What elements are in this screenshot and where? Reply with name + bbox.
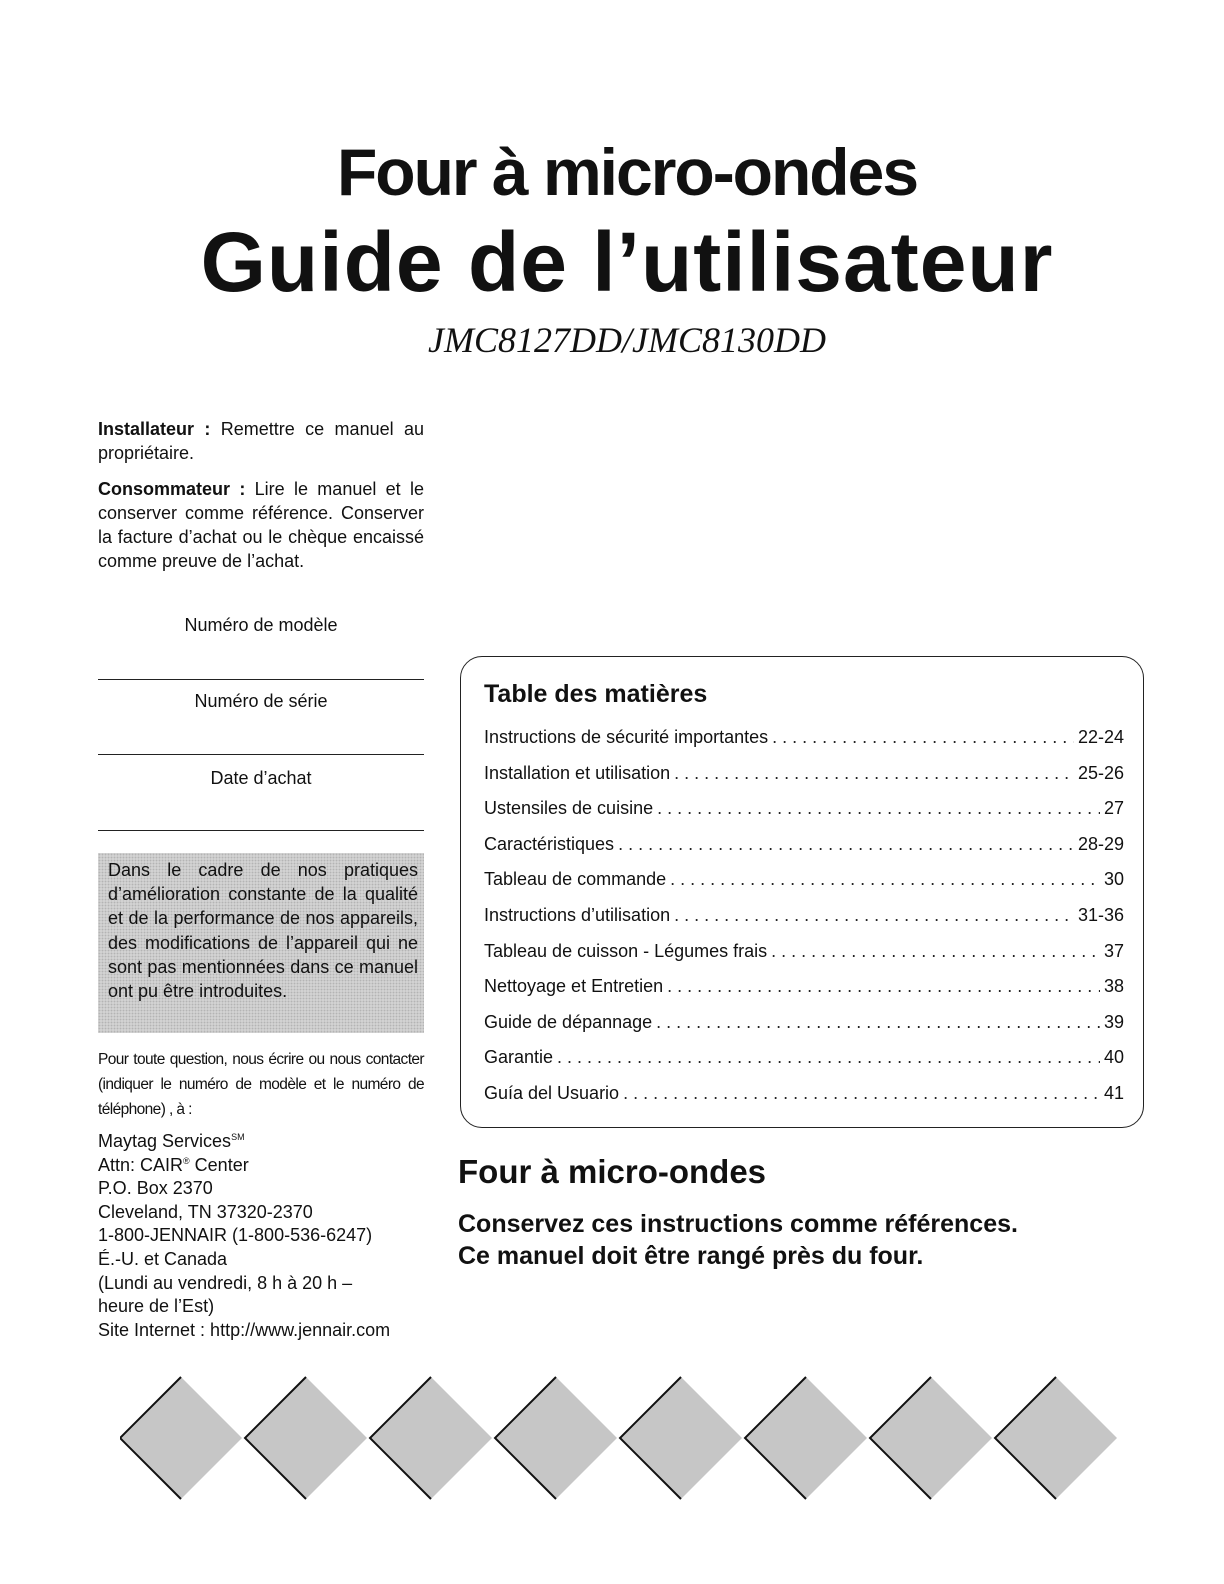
keep-instructions-line: Conservez ces instructions comme références. bbox=[458, 1210, 1018, 1238]
serial-number-line bbox=[98, 754, 424, 755]
toc-leader-dots bbox=[771, 934, 1100, 970]
toc-leader-dots bbox=[674, 898, 1074, 934]
installer-text: Remettre ce manuel au propriétaire. bbox=[98, 419, 424, 463]
toc-leader-dots bbox=[657, 791, 1100, 827]
address-region: É.-U. et Canada bbox=[98, 1248, 228, 1269]
serial-number-label: Numéro de série bbox=[194, 691, 328, 711]
toc-leader-dots bbox=[623, 1076, 1100, 1112]
toc-entry-pages: 22-24 bbox=[1077, 727, 1124, 747]
toc-entry-label: Tableau de commande bbox=[484, 869, 667, 890]
toc-entry-label: Guide de dépannage bbox=[484, 1011, 653, 1032]
toc-entry bbox=[484, 1076, 1124, 1112]
toc-entry-label: Tableau de cuisson - Légumes frais bbox=[484, 940, 768, 961]
purchase-date-line bbox=[98, 830, 424, 831]
registered-mark: ® bbox=[183, 1155, 190, 1166]
toc-entry bbox=[484, 862, 1124, 898]
toc-entry-label: Instructions de sécurité importantes bbox=[484, 727, 769, 747]
toc-entry bbox=[484, 969, 1124, 1005]
toc-entry-pages: 25-26 bbox=[1077, 762, 1124, 783]
toc-leader-dots bbox=[557, 1040, 1100, 1076]
store-manual-line: Ce manuel doit être rangé près du four. bbox=[458, 1242, 924, 1270]
toc-entry bbox=[484, 1005, 1124, 1041]
address-attn: Attn: CAIR® Center bbox=[98, 1154, 249, 1175]
toc-entry-pages: 39 bbox=[1103, 1011, 1124, 1032]
diamond-decoration bbox=[120, 1374, 1124, 1502]
installer-label: Installateur : bbox=[98, 419, 211, 439]
toc-entry-pages: 30 bbox=[1103, 869, 1124, 890]
consumer-label: Consommateur : bbox=[98, 479, 246, 499]
toc-entry bbox=[484, 720, 1124, 756]
toc-entry-label: Instructions d’utilisation bbox=[484, 904, 671, 925]
toc-entry bbox=[484, 827, 1124, 863]
toc-entry-pages: 37 bbox=[1103, 940, 1124, 961]
purchase-date-label: Date d’achat bbox=[210, 768, 312, 788]
section-heading: Four à micro-ondes bbox=[458, 1153, 767, 1190]
diamond-shape bbox=[495, 1377, 617, 1499]
diamond-shape bbox=[245, 1377, 367, 1499]
toc-entry-label: Installation et utilisation bbox=[484, 762, 671, 783]
toc-title: Table des matières bbox=[484, 680, 708, 708]
toc-leader-dots bbox=[674, 756, 1074, 792]
diamond-shape bbox=[120, 1377, 242, 1499]
toc-entry-label: Guía del Usuario bbox=[484, 1082, 620, 1103]
toc-entry bbox=[484, 1040, 1124, 1076]
toc-leader-dots bbox=[667, 969, 1100, 1005]
service-mark: SM bbox=[231, 1132, 245, 1142]
toc-entry-pages: 31-36 bbox=[1077, 904, 1124, 925]
toc-entry-pages: 38 bbox=[1103, 976, 1124, 997]
consumer-paragraph bbox=[98, 477, 424, 573]
page-title: Four à micro-ondes bbox=[336, 135, 918, 209]
consumer-text: Lire le manuel et le conserver comme référence. Conserver la facture d’achat ou le chèque encaissé comme preuve de l’achat. bbox=[98, 479, 424, 571]
contact-address bbox=[98, 1130, 438, 1342]
toc-list bbox=[484, 720, 1124, 1112]
toc-entry-label: Ustensiles de cuisine bbox=[484, 798, 654, 819]
address-website: Site Internet : http://www.jennair.com bbox=[98, 1319, 391, 1340]
address-phone: 1-800-JENNAIR (1-800-536-6247) bbox=[98, 1225, 373, 1246]
toc-leader-dots bbox=[618, 827, 1074, 863]
improvement-notice: Dans le cadre de nos pratiques d’amélioration constante de la qualité et de la performance de nos appareils, des modifications de l’appareil qui ne sont pas mentionnées dans ce manuel ont pu être introduites. bbox=[98, 853, 424, 1033]
toc-entry-label: Garantie bbox=[484, 1047, 554, 1068]
toc-entry-pages: 40 bbox=[1103, 1047, 1124, 1068]
diamond-shape bbox=[370, 1377, 492, 1499]
model-number-label: Numéro de modèle bbox=[184, 615, 338, 635]
address-po-box: P.O. Box 2370 bbox=[98, 1178, 213, 1199]
toc-entry bbox=[484, 791, 1124, 827]
guide-title: Guide de l’utilisateur bbox=[200, 215, 1054, 309]
toc-entry bbox=[484, 934, 1124, 970]
diamond-shape bbox=[745, 1377, 867, 1499]
address-hours-2: heure de l’Est) bbox=[98, 1296, 215, 1317]
toc-entry bbox=[484, 756, 1124, 792]
toc-entry-pages: 28-29 bbox=[1077, 833, 1124, 854]
diamond-shape bbox=[870, 1377, 992, 1499]
contact-intro: Pour toute question, nous écrire ou nous contacter (indiquer le numéro de modèle et le numéro de téléphone) , à : bbox=[98, 1051, 424, 1118]
model-number-line bbox=[98, 679, 424, 680]
installer-paragraph bbox=[98, 417, 424, 465]
toc-entry-pages: 41 bbox=[1103, 1082, 1124, 1103]
toc-entry bbox=[484, 898, 1124, 934]
toc-entry-label: Nettoyage et Entretien bbox=[484, 976, 664, 997]
toc-leader-dots bbox=[656, 1005, 1100, 1041]
model-numbers: JMC8127DD/JMC8130DD bbox=[428, 320, 826, 360]
address-city: Cleveland, TN 37320-2370 bbox=[98, 1201, 313, 1222]
address-company: Maytag Services℠ bbox=[98, 1131, 245, 1151]
toc-entry-label: Caractéristiques bbox=[484, 833, 615, 854]
address-hours-1: (Lundi au vendredi, 8 h à 20 h – bbox=[98, 1272, 353, 1293]
diamond-shape bbox=[620, 1377, 742, 1499]
toc-entry-pages: 27 bbox=[1103, 798, 1124, 819]
toc-leader-dots bbox=[772, 720, 1074, 756]
diamond-shape bbox=[995, 1377, 1117, 1499]
toc-leader-dots bbox=[670, 862, 1100, 898]
